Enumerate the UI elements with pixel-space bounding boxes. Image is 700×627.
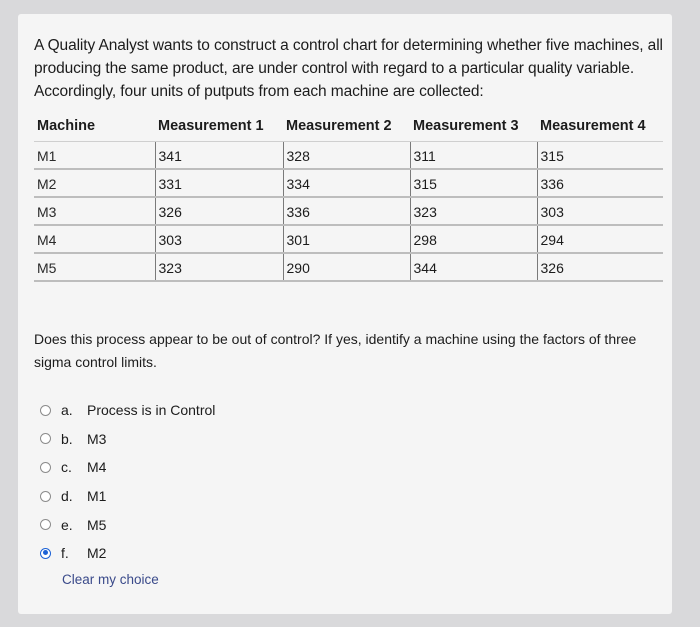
option-label[interactable]: M1 — [87, 488, 107, 505]
measurement-cell: 301 — [283, 225, 410, 253]
machine-cell: M1 — [34, 142, 155, 170]
option-b[interactable] — [40, 425, 215, 454]
option-label[interactable]: Process is in Control — [87, 402, 216, 419]
measurement-cell: 334 — [283, 169, 410, 197]
option-letter: e. — [61, 516, 73, 533]
option-c[interactable] — [40, 453, 215, 482]
table-header-row — [34, 109, 663, 142]
table-row — [34, 169, 663, 197]
radio-button-a[interactable] — [40, 405, 51, 416]
measurement-cell: 331 — [155, 169, 283, 197]
column-header-measurement-2: Measurement 2 — [283, 109, 410, 142]
measurement-cell: 344 — [410, 253, 537, 281]
column-header-measurement-3: Measurement 3 — [410, 109, 537, 142]
option-label[interactable]: M4 — [87, 459, 107, 476]
machine-cell: M2 — [34, 169, 155, 197]
option-e[interactable] — [40, 510, 215, 539]
measurement-cell: 323 — [410, 197, 537, 225]
radio-button-e[interactable] — [40, 519, 51, 530]
option-d[interactable] — [40, 482, 215, 511]
question-intro: A Quality Analyst wants to construct a control chart for determining whether five machines, all producing the same product, are under control with regard to a particular quality variable. Accordingly, four units of putputs from each machine are collected: — [34, 37, 663, 100]
column-header-machine: Machine — [34, 109, 155, 142]
column-header-measurement-1: Measurement 1 — [155, 109, 283, 142]
option-label[interactable]: M2 — [87, 545, 107, 562]
option-label[interactable]: M3 — [87, 430, 107, 447]
measurement-cell: 328 — [283, 142, 410, 170]
measurement-table — [34, 109, 663, 282]
measurement-cell: 326 — [537, 253, 663, 281]
option-letter: b. — [61, 430, 73, 447]
question-card — [18, 14, 672, 614]
measurement-cell: 298 — [410, 225, 537, 253]
measurement-cell: 290 — [283, 253, 410, 281]
option-letter: f. — [61, 545, 69, 562]
column-header-measurement-4: Measurement 4 — [537, 109, 663, 142]
question-text: Does this process appear to be out of control? If yes, identify a machine using the factors of three sigma control limits. — [34, 331, 637, 370]
option-a[interactable] — [40, 396, 215, 425]
option-letter: d. — [61, 488, 73, 505]
table-row — [34, 197, 663, 225]
radio-button-b[interactable] — [40, 433, 51, 444]
clear-choice-link[interactable]: Clear my choice — [62, 572, 159, 587]
table-row — [34, 142, 663, 170]
measurement-cell: 341 — [155, 142, 283, 170]
option-f[interactable] — [40, 539, 215, 568]
table-row — [34, 253, 663, 281]
measurement-cell: 315 — [537, 142, 663, 170]
option-letter: c. — [61, 459, 72, 476]
measurement-cell: 323 — [155, 253, 283, 281]
machine-cell: M3 — [34, 197, 155, 225]
measurement-cell: 336 — [537, 169, 663, 197]
option-letter: a. — [61, 402, 73, 419]
machine-cell: M5 — [34, 253, 155, 281]
measurement-cell: 303 — [155, 225, 283, 253]
radio-button-f-selected[interactable] — [40, 548, 51, 559]
radio-button-c[interactable] — [40, 462, 51, 473]
measurement-cell: 311 — [410, 142, 537, 170]
measurement-cell: 303 — [537, 197, 663, 225]
machine-cell: M4 — [34, 225, 155, 253]
measurement-cell: 315 — [410, 169, 537, 197]
table-row — [34, 225, 663, 253]
option-label[interactable]: M5 — [87, 516, 107, 533]
measurement-cell: 326 — [155, 197, 283, 225]
answer-options — [40, 396, 215, 568]
measurement-cell: 336 — [283, 197, 410, 225]
radio-button-d[interactable] — [40, 491, 51, 502]
measurement-cell: 294 — [537, 225, 663, 253]
